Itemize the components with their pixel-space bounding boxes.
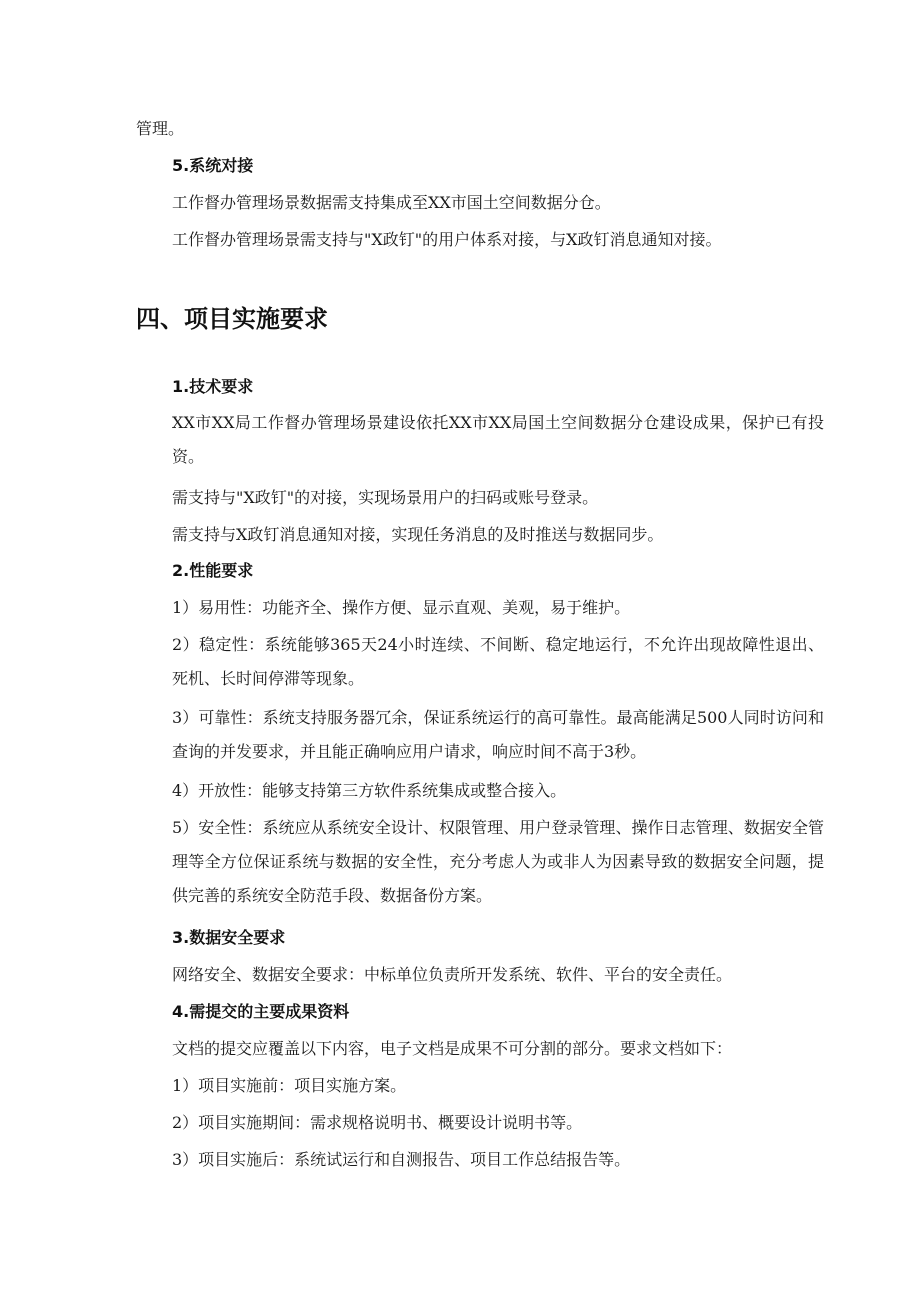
list-item: 2）稳定性：系统能够365天24小时连续、不间断、稳定地运行，不允许出现故障性退出、死机、长时间停滞等现象。 xyxy=(172,635,824,688)
chapter-heading-implementation: 四、项目实施要求 xyxy=(136,305,328,333)
list-item: 2）项目实施期间：需求规格说明书、概要设计说明书等。 xyxy=(172,1113,583,1132)
section-heading-technical: 1.技术要求 xyxy=(172,377,254,396)
section-heading-system-integration: 5.系统对接 xyxy=(172,156,254,175)
list-item: 1）易用性：功能齐全、操作方便、显示直观、美观，易于维护。 xyxy=(172,598,631,617)
section-heading-data-security: 3.数据安全要求 xyxy=(172,928,286,947)
paragraph: 工作督办管理场景数据需支持集成至XX市国土空间数据分仓。 xyxy=(172,193,611,212)
paragraph: 需支持与"X政钉"的对接，实现场景用户的扫码或账号登录。 xyxy=(172,488,599,507)
section-heading-performance: 2.性能要求 xyxy=(172,561,254,580)
paragraph: 需支持与X政钉消息通知对接，实现任务消息的及时推送与数据同步。 xyxy=(172,525,664,544)
section-heading-deliverables: 4.需提交的主要成果资料 xyxy=(172,1002,350,1021)
paragraph: 文档的提交应覆盖以下内容，电子文档是成果不可分割的部分。要求文档如下： xyxy=(172,1039,733,1058)
paragraph: 工作督办管理场景需支持与"X政钉"的用户体系对接，与X政钉消息通知对接。 xyxy=(172,230,722,249)
paragraph: XX市XX局工作督办管理场景建设依托XX市XX局国土空间数据分仓建设成果，保护已有投资。 xyxy=(172,413,824,466)
list-item: 3）项目实施后：系统试运行和自测报告、项目工作总结报告等。 xyxy=(172,1150,631,1169)
list-item: 3）可靠性：系统支持服务器冗余，保证系统运行的高可靠性。最高能满足500人同时访问和查询的并发要求，并且能正确响应用户请求，响应时间不高于3秒。 xyxy=(172,708,824,761)
paragraph: 网络安全、数据安全要求：中标单位负责所开发系统、软件、平台的安全责任。 xyxy=(172,965,733,984)
list-item: 1）项目实施前：项目实施方案。 xyxy=(172,1076,407,1095)
list-item: 4）开放性：能够支持第三方软件系统集成或整合接入。 xyxy=(172,781,567,800)
list-item: 5）安全性：系统应从系统安全设计、权限管理、用户登录管理、操作日志管理、数据安全管理等全方位保证系统与数据的安全性，充分考虑人为或非人为因素导致的数据安全问题，提供完善的系统安全防范手段、数据备份方案。 xyxy=(172,818,824,905)
paragraph-continuation: 管理。 xyxy=(136,119,185,138)
